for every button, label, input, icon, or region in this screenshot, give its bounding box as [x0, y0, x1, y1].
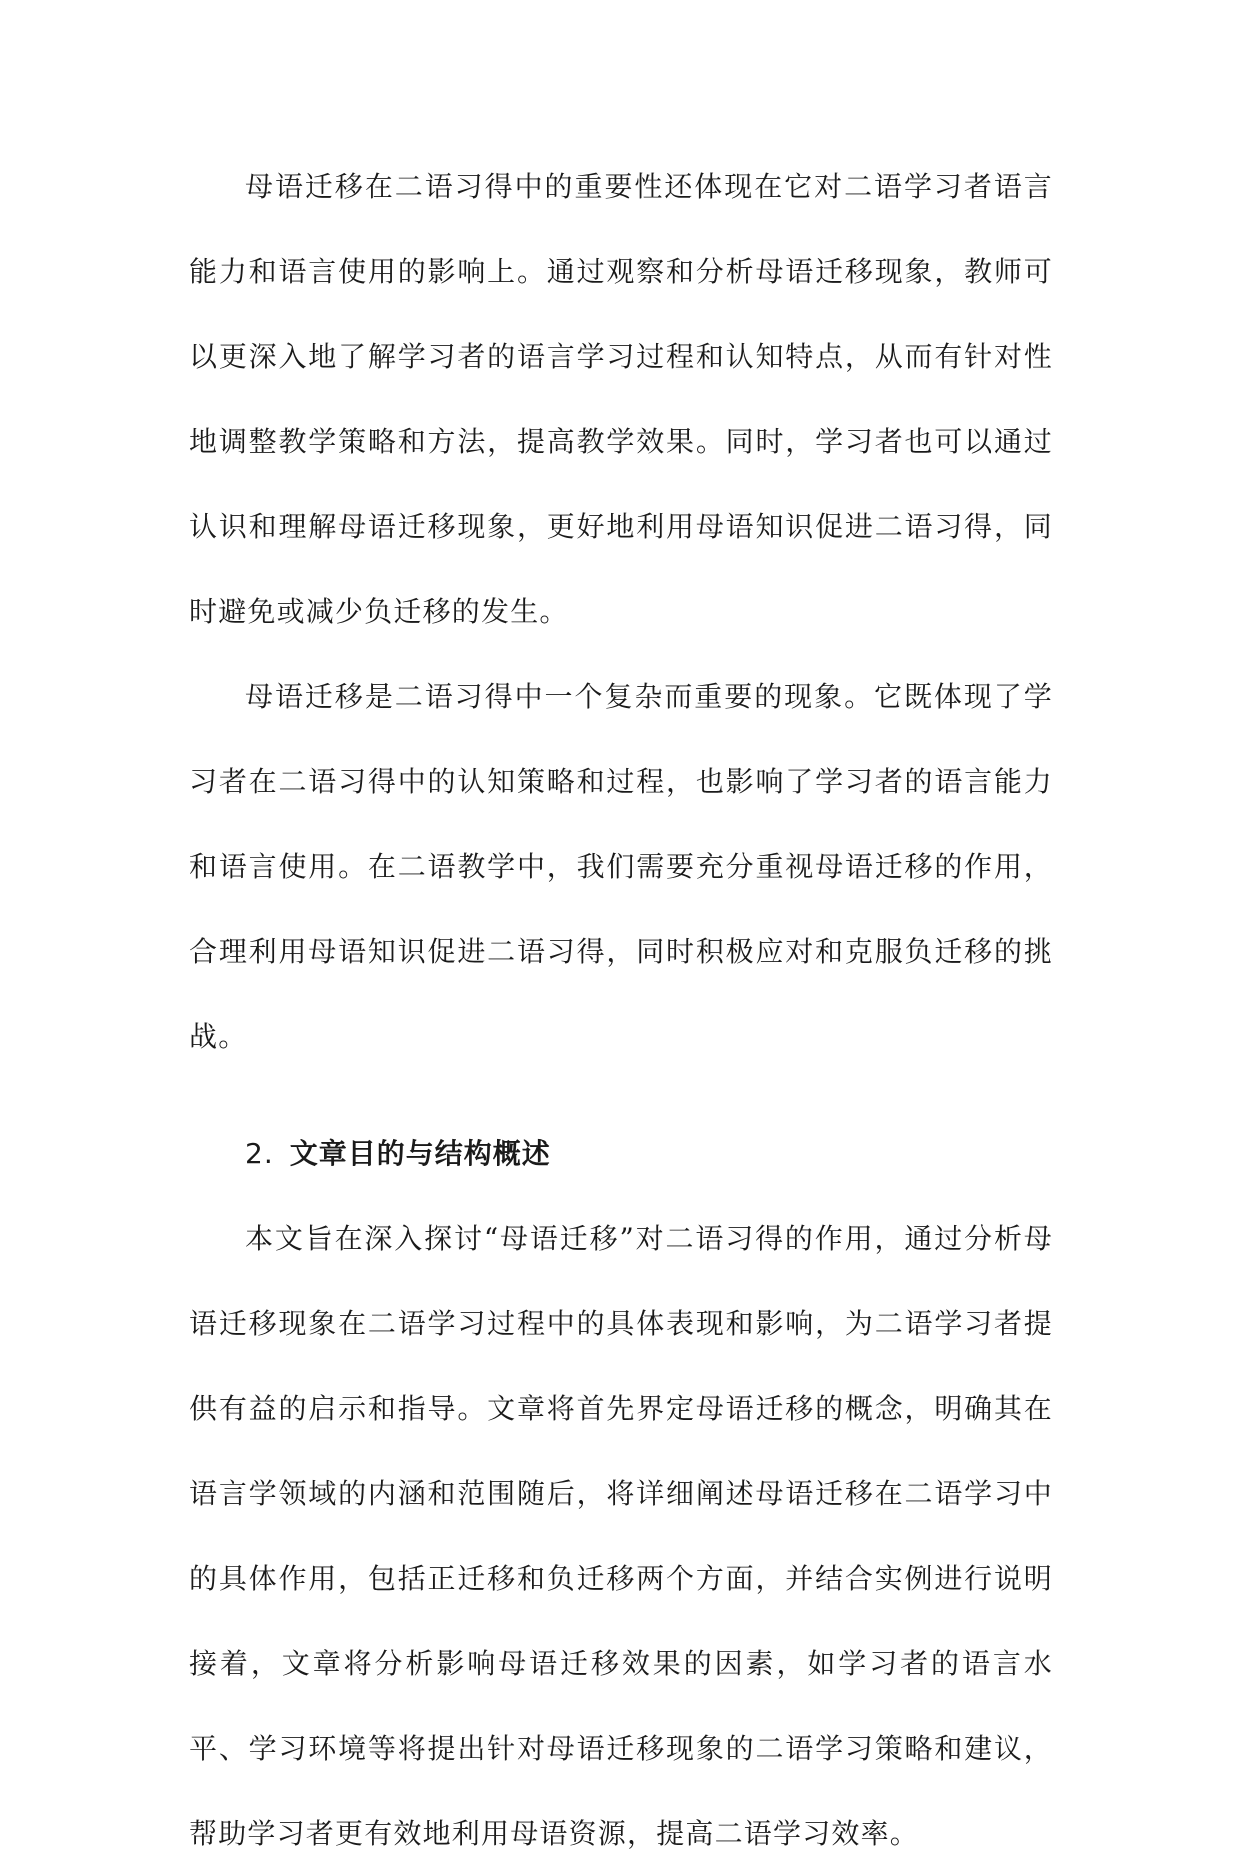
section-heading — [189, 1111, 1053, 1196]
paragraph-importance: 母语迁移在二语习得中的重要性还体现在它对二语学习者语言能力和语言使用的影响上。通过观察和分析母语迁移现象，教师可以更深入地了解学习者的语言学习过程和认知特点，从而有针对性地调整教学策略和方法，提高教学效果。同时，学习者也可以通过认识和理解母语迁移现象，更好地利用母语知识促进二语习得，同时避免或减少负迁移的发生。 — [189, 170, 1053, 628]
section-number: 2. — [245, 1137, 274, 1170]
paragraph-summary: 母语迁移是二语习得中一个复杂而重要的现象。它既体现了学习者在二语习得中的认知策略和过程，也影响了学习者的语言能力和语言使用。在二语教学中，我们需要充分重视母语迁移的作用，合理利用母语知识促进二语习得，同时积极应对和克服负迁移的挑战。 — [189, 680, 1053, 1053]
paragraph-purpose: 本文旨在深入探讨“母语迁移”对二语习得的作用，通过分析母语迁移现象在二语学习过程中的具体表现和影响，为二语学习者提供有益的启示和指导。文章将首先界定母语迁移的概念，明确其在语言学领域的内涵和范围随后，将详细阐述母语迁移在二语学习中的具体作用，包括正迁移和负迁移两个方面，并结合实例进行说明接着，文章将分析影响母语迁移效果的因素，如学习者的语言水平、学习环境等将提出针对母语迁移现象的二语学习策略和建议，帮助学习者更有效地利用母语资源，提高二语学习效率。 — [189, 1222, 1053, 1850]
text-column — [189, 144, 1053, 1876]
section-title: 文章目的与结构概述 — [289, 1137, 551, 1170]
